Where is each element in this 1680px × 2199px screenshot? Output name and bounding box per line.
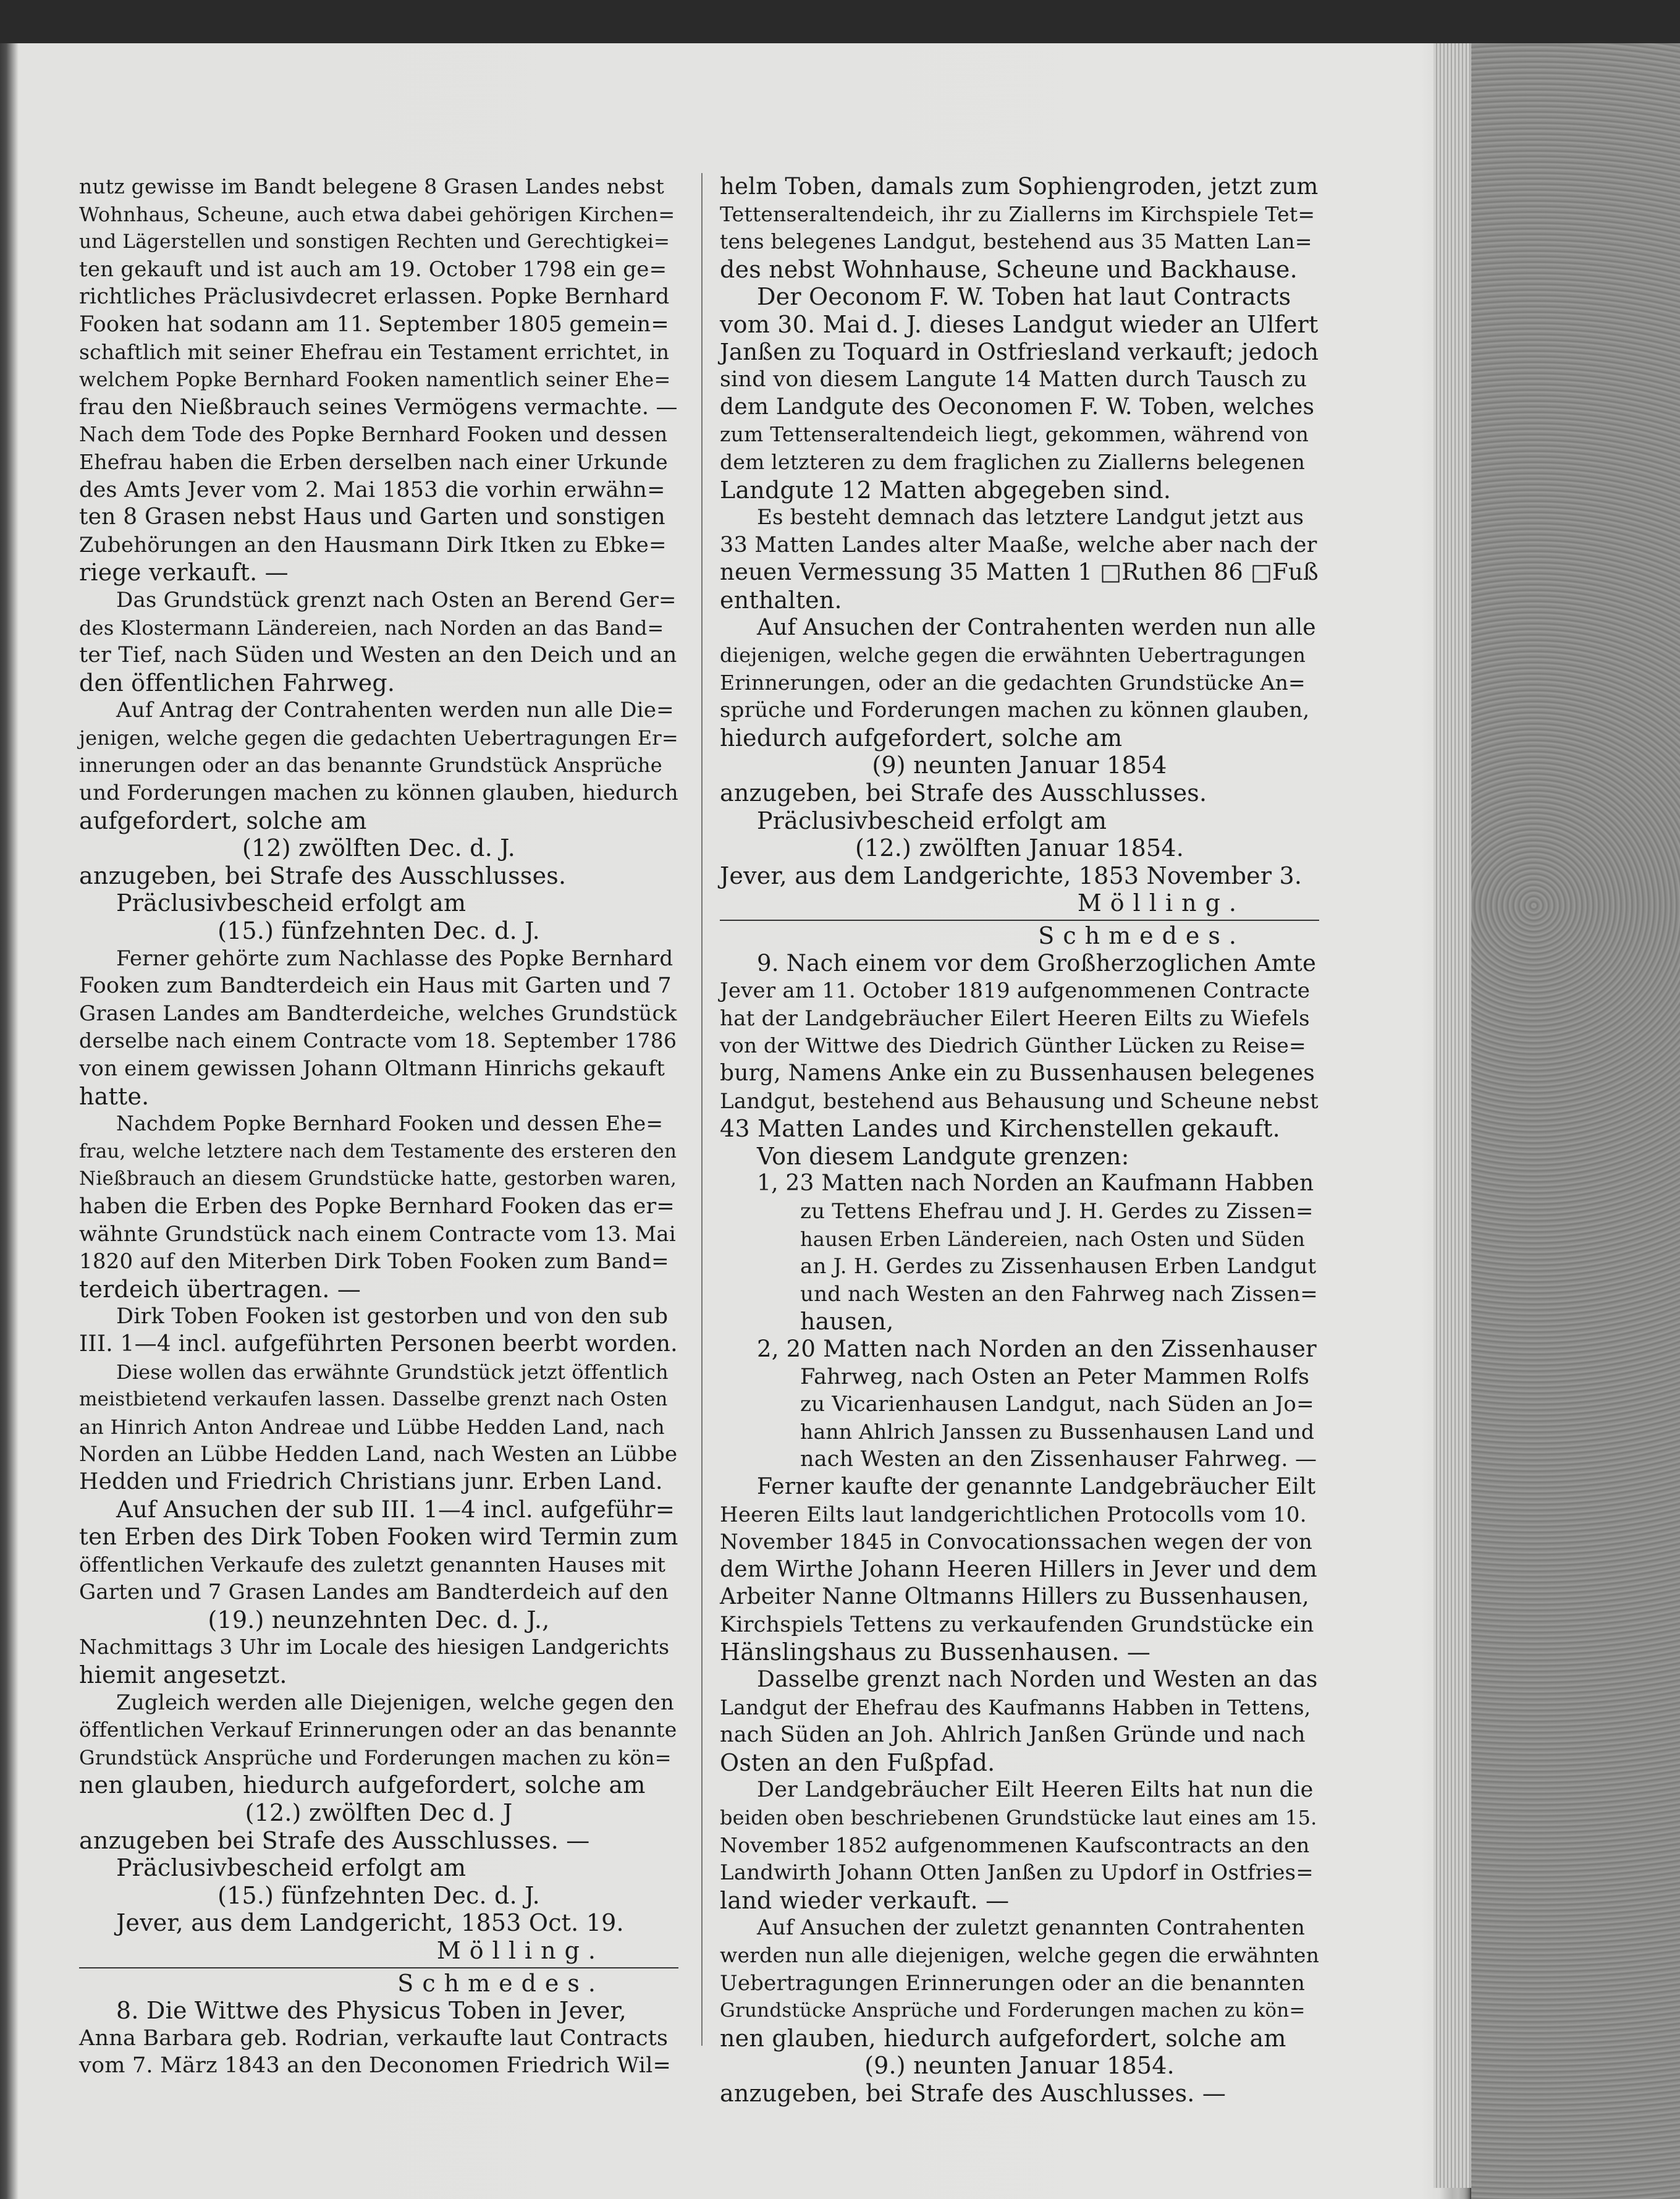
text-line: (9) neunten Januar 1854 (872, 752, 1167, 779)
text-line: Ferner gehörte zum Nachlasse des Popke Bernhard (116, 946, 673, 971)
text-line: ten gekauft und ist auch am 19. October 1798 ein ge= (79, 256, 667, 282)
text-line: Jever am 11. October 1819 aufgenommenen Contracte (720, 978, 1311, 1004)
text-line: diejenigen, welche gegen die erwähnten Uebertragungen (720, 643, 1306, 667)
text-line: November 1845 in Convocationssachen wegen der von (720, 1530, 1312, 1555)
text-line: und Lägerstellen und sonstigen Rechten und Gerechtigkei= (79, 231, 670, 253)
text-line: Grasen Landes am Bandterdeiche, welches Grundstück (79, 1001, 677, 1026)
text-line: haben die Erben des Popke Bernhard Fooken das er= (79, 1193, 675, 1219)
text-line: öffentlichen Verkaufe des zuletzt genannten Hauses mit (79, 1552, 666, 1577)
text-line: terdeich übertragen. — (79, 1275, 361, 1303)
text-line: Schmedes. (1038, 922, 1245, 950)
text-line: richtliches Präclusivdecret erlassen. Popke Bernhard (79, 284, 670, 310)
text-line: (15.) fünfzehnten Dec. d. J. (217, 917, 540, 945)
text-line: meistbietend verkaufen lassen. Dasselbe grenzt nach Osten (79, 1388, 668, 1411)
text-line: tens belegenes Landgut, bestehend aus 35 Matten Lan= (720, 229, 1312, 254)
text-line: helm Toben, damals zum Sophiengroden, jetzt zum (720, 173, 1319, 200)
text-line: hat der Landgebräucher Eilert Heeren Eilts zu Wiefels (720, 1006, 1310, 1031)
text-line: hausen Erben Ländereien, nach Osten und Süden (800, 1227, 1306, 1251)
text-line: des Amts Jever vom 2. Mai 1853 die vorhin erwähn= (79, 477, 665, 502)
text-line: zu Vicarienhausen Landgut, nach Süden an Jo= (800, 1392, 1314, 1417)
text-line: des Klostermann Ländereien, nach Norden an das Band= (79, 616, 664, 640)
text-line: Ferner kaufte der genannte Landgebräucher Eilt (757, 1473, 1316, 1499)
text-line: Schmedes. (397, 1969, 604, 1997)
text-line: sind von diesem Langute 14 Matten durch Tausch zu (720, 367, 1307, 392)
text-line: hausen, (800, 1308, 894, 1336)
text-line: Grundstück Ansprüche und Forderungen machen zu kön= (79, 1745, 672, 1769)
text-line: Nachdem Popke Bernhard Fooken und dessen Ehe= (116, 1111, 664, 1136)
text-line: 43 Matten Landes und Kirchenstellen gekauft. (720, 1115, 1280, 1143)
text-line: Auf Ansuchen der Contrahenten werden nun alle (757, 614, 1316, 640)
text-line: Wohnhaus, Scheune, auch etwa dabei gehörigen Kirchen= (79, 202, 675, 226)
text-line: zu Tettens Ehefrau und J. H. Gerdes zu Zissen= (800, 1198, 1314, 1224)
text-line: Das Grundstück grenzt nach Osten an Berend Ger= (116, 587, 677, 612)
text-line: ten 8 Grasen nebst Haus und Garten und sonstigen (79, 504, 665, 530)
text-line: Uebertragungen Erinnerungen oder an die benannten (720, 1970, 1306, 1996)
text-line: nach Westen an den Zissenhauser Fahrweg. — (800, 1447, 1317, 1472)
text-line: 9. Nach einem vor dem Großherzoglichen Amte (757, 949, 1317, 977)
text-line: Von diesem Landgute grenzen: (757, 1142, 1129, 1170)
text-line: von einem gewissen Johann Oltmann Hinrichs gekauft (79, 1056, 665, 1081)
marbled-cover (1471, 43, 1680, 2199)
text-line: Kirchspiels Tettens zu verkaufenden Grundstücke ein (720, 1612, 1314, 1637)
text-line: 1820 auf den Miterben Dirk Toben Fooken zum Band= (79, 1249, 669, 1274)
text-line: wähnte Grundstück nach einem Contracte vom 13. Mai (79, 1221, 676, 1247)
text-line: Nach dem Tode des Popke Bernhard Fooken und dessen (79, 422, 668, 447)
text-line: Erinnerungen, oder an die gedachten Grundstücke An= (720, 670, 1306, 695)
text-line: nen glauben, hiedurch aufgefordert, solche am (720, 2024, 1286, 2052)
text-line: zum Tettenseraltendeich liegt, gekommen, während von (720, 422, 1309, 447)
text-line: hann Ahlrich Janssen zu Bussenhausen Land und (800, 1419, 1315, 1444)
text-line: nutz gewisse im Bandt belegene 8 Grasen Landes nebst (79, 174, 664, 198)
text-line: Heeren Eilts laut landgerichtlichen Protocolls vom 10. (720, 1502, 1307, 1527)
text-line: hiemit angesetzt. (79, 1661, 287, 1689)
separator-rule (720, 920, 1319, 921)
text-line: dem letzteren zu dem fraglichen zu Ziallerns belegenen (720, 449, 1306, 474)
text-line: Es besteht demnach das letztere Landgut jetzt aus (757, 505, 1304, 530)
text-line: des nebst Wohnhause, Scheune und Backhause. (720, 255, 1298, 283)
text-line: anzugeben, bei Strafe des Auschlusses. — (720, 2079, 1226, 2107)
text-line: ten Erben des Dirk Toben Fooken wird Termin zum (79, 1523, 678, 1551)
text-line: Fooken hat sodann am 11. September 1805 gemein= (79, 311, 669, 337)
text-line: nen glauben, hiedurch aufgefordert, solche am (79, 1771, 646, 1799)
text-line: (12.) zwölften Januar 1854. (855, 834, 1184, 862)
text-line: und Forderungen machen zu können glauben, hiedurch (79, 781, 678, 806)
text-line: schaftlich mit seiner Ehefrau ein Testament errichtet, in (79, 339, 670, 364)
scan-background (0, 0, 1680, 43)
text-line: Dirk Toben Fooken ist gestorben und von den sub (116, 1304, 669, 1329)
text-line: und nach Westen an den Fahrweg nach Zissen= (800, 1281, 1318, 1307)
text-line: 8. Die Wittwe des Physicus Toben in Jever, (116, 1997, 627, 2025)
text-line: nach Süden an Joh. Ahlrich Janßen Gründe und nach (720, 1722, 1306, 1748)
text-line: Hedden und Friedrich Christians junr. Erben Land. (79, 1468, 663, 1494)
text-line: Jever, aus dem Landgericht, 1853 Oct. 19. (116, 1909, 624, 1937)
text-line: Auf Antrag der Contrahenten werden nun alle Die= (116, 698, 674, 723)
text-line: jenigen, welche gegen die gedachten Uebertragungen Er= (79, 726, 678, 750)
text-line: 1, 23 Matten nach Norden an Kaufmann Habben (757, 1171, 1314, 1197)
text-line: Der Oeconom F. W. Toben hat laut Contracts (757, 283, 1291, 311)
text-line: an Hinrich Anton Andreae und Lübbe Hedden Land, nach (79, 1415, 665, 1439)
text-line: Jever, aus dem Landgerichte, 1853 November 3. (720, 862, 1302, 889)
text-line: dem Landgute des Oeconomen F. W. Toben, welches (720, 394, 1315, 420)
text-line: hiedurch aufgefordert, solche am (720, 724, 1123, 752)
text-line: neuen Vermessung 35 Matten 1 □Ruthen 86 □Fuß (720, 559, 1319, 586)
text-line: Norden an Lübbe Hedden Land, nach Westen an Lübbe (79, 1442, 678, 1467)
text-line: ter Tief, nach Süden und Westen an den Deich und an (79, 643, 677, 668)
text-line: sprüche und Forderungen machen zu können glauben, (720, 698, 1310, 723)
text-line: werden nun alle diejenigen, welche gegen die erwähnten (720, 1943, 1320, 1967)
text-line: Arbeiter Nanne Oltmanns Hillers zu Bussenhausen, (720, 1584, 1309, 1610)
text-line: Präclusivbescheid erfolgt am (116, 1854, 466, 1882)
text-line: öffentlichen Verkauf Erinnerungen oder an das benannte (79, 1718, 677, 1742)
text-line: innerungen oder an das benannte Grundstück Ansprüche (79, 753, 662, 777)
text-line: den öffentlichen Fahrweg. (79, 669, 395, 697)
text-line: aufgefordert, solche am (79, 807, 367, 834)
text-line: Grundstücke Ansprüche und Forderungen machen zu kön= (720, 1999, 1306, 2022)
text-line: Fahrweg, nach Osten an Peter Mammen Rolfs (800, 1364, 1310, 1389)
text-line: Diese wollen das erwähnte Grundstück jetzt öffentlich (116, 1360, 669, 1384)
text-line: (19.) neunzehnten Dec. d. J., (208, 1606, 550, 1633)
text-line: Auf Ansuchen der zuletzt genannten Contrahenten (757, 1915, 1306, 1941)
text-line: Tettenseraltendeich, ihr zu Ziallerns im Kirchspiele Tet= (720, 201, 1315, 226)
text-line: riege verkauft. — (79, 559, 289, 587)
column-divider (701, 173, 703, 2046)
text-line: 2, 20 Matten nach Norden an den Zissenhauser (757, 1335, 1317, 1362)
text-line: Landwirth Johann Otten Janßen zu Updorf in Ostfries= (720, 1860, 1314, 1886)
text-line: (12.) zwölften Dec d. J (245, 1799, 513, 1827)
text-line: burg, Namens Anke ein zu Bussenhausen belegenes (720, 1061, 1315, 1086)
text-line: Fooken zum Bandterdeich ein Haus mit Garten und 7 (79, 973, 672, 999)
text-line: Osten an den Fußpfad. (720, 1748, 995, 1776)
text-line: land wieder verkauft. — (720, 1886, 1010, 1914)
text-line: anzugeben, bei Strafe des Ausschlusses. (720, 779, 1207, 807)
text-line: von der Wittwe des Diedrich Günther Lücken zu Reise= (720, 1033, 1306, 1058)
text-line: Nachmittags 3 Uhr im Locale des hiesigen Landgerichts (79, 1635, 670, 1659)
text-line: Nießbrauch an diesem Grundstücke hatte, gestorben waren, (79, 1167, 677, 1190)
separator-rule (79, 1967, 678, 1968)
left-column (79, 173, 678, 2080)
text-line: (15.) fünfzehnten Dec. d. J. (217, 1881, 540, 1909)
text-line: anzugeben bei Strafe des Ausschlusses. — (79, 1826, 590, 1854)
text-line: derselbe nach einem Contracte vom 18. September 1786 (79, 1028, 677, 1053)
text-line: hatte. (79, 1082, 150, 1110)
text-line: beiden oben beschriebenen Grundstücke laut eines am 15. (720, 1806, 1317, 1830)
text-line: frau, welche letztere nach dem Testamente des ersteren den (79, 1140, 677, 1163)
text-line: Garten und 7 Grasen Landes am Bandterdeich auf den (79, 1580, 669, 1605)
text-line: an J. H. Gerdes zu Zissenhausen Erben Landgut (800, 1254, 1317, 1279)
text-line: Landgute 12 Matten abgegeben sind. (720, 476, 1171, 504)
text-line: Der Landgebräucher Eilt Heeren Eilts hat nun die (757, 1777, 1314, 1803)
text-line: Ehefrau haben die Erben derselben nach einer Urkunde (79, 449, 668, 474)
text-line: dem Wirthe Johann Heeren Hillers in Jever und dem (720, 1556, 1317, 1582)
text-line: vom 7. März 1843 an den Deconomen Friedrich Wil= (79, 2053, 672, 2078)
text-line: Dasselbe grenzt nach Norden und Westen an das (757, 1667, 1318, 1693)
text-line: vom 30. Mai d. J. dieses Landgut wieder an Ulfert (720, 310, 1319, 338)
text-line: Mölling. (1077, 889, 1245, 917)
text-line: 33 Matten Landes alter Maaße, welche aber nach der (720, 532, 1317, 557)
text-line: Zubehörungen an den Hausmann Dirk Itken zu Ebke= (79, 532, 667, 557)
text-line: enthalten. (720, 586, 842, 614)
text-line: welchem Popke Bernhard Fooken namentlich seiner Ehe= (79, 368, 671, 392)
text-line: Landgut, bestehend aus Behausung und Scheune nebst (720, 1088, 1319, 1114)
text-line: November 1852 aufgenommenen Kaufscontracts an den (720, 1833, 1310, 1857)
text-line: (12) zwölften Dec. d. J. (242, 834, 516, 862)
text-line: (9.) neunten Januar 1854. (864, 2052, 1175, 2080)
text-line: Mölling. (436, 1937, 604, 1964)
text-line: Auf Ansuchen der sub III. 1—4 incl. aufgeführ= (116, 1496, 675, 1523)
right-column (720, 173, 1319, 2108)
text-line: Janßen zu Toquard in Ostfriesland verkauft; jedoch (720, 338, 1319, 365)
text-line: Hänslingshaus zu Bussenhausen. — (720, 1638, 1151, 1666)
text-line: Anna Barbara geb. Rodrian, verkaufte laut Contracts (79, 2025, 669, 2051)
text-line: anzugeben, bei Strafe des Ausschlusses. (79, 862, 567, 889)
text-line: Präclusivbescheid erfolgt am (116, 889, 466, 917)
text-line: frau den Nießbrauch seines Vermögens vermachte. — (79, 394, 678, 420)
text-line: Präclusivbescheid erfolgt am (757, 807, 1107, 834)
text-line: Zugleich werden alle Diejenigen, welche gegen den (116, 1690, 675, 1715)
text-line: III. 1—4 incl. aufgeführten Personen beerbt worden. (79, 1331, 678, 1357)
text-line: Landgut der Ehefrau des Kaufmanns Habben in Tettens, (720, 1695, 1311, 1719)
